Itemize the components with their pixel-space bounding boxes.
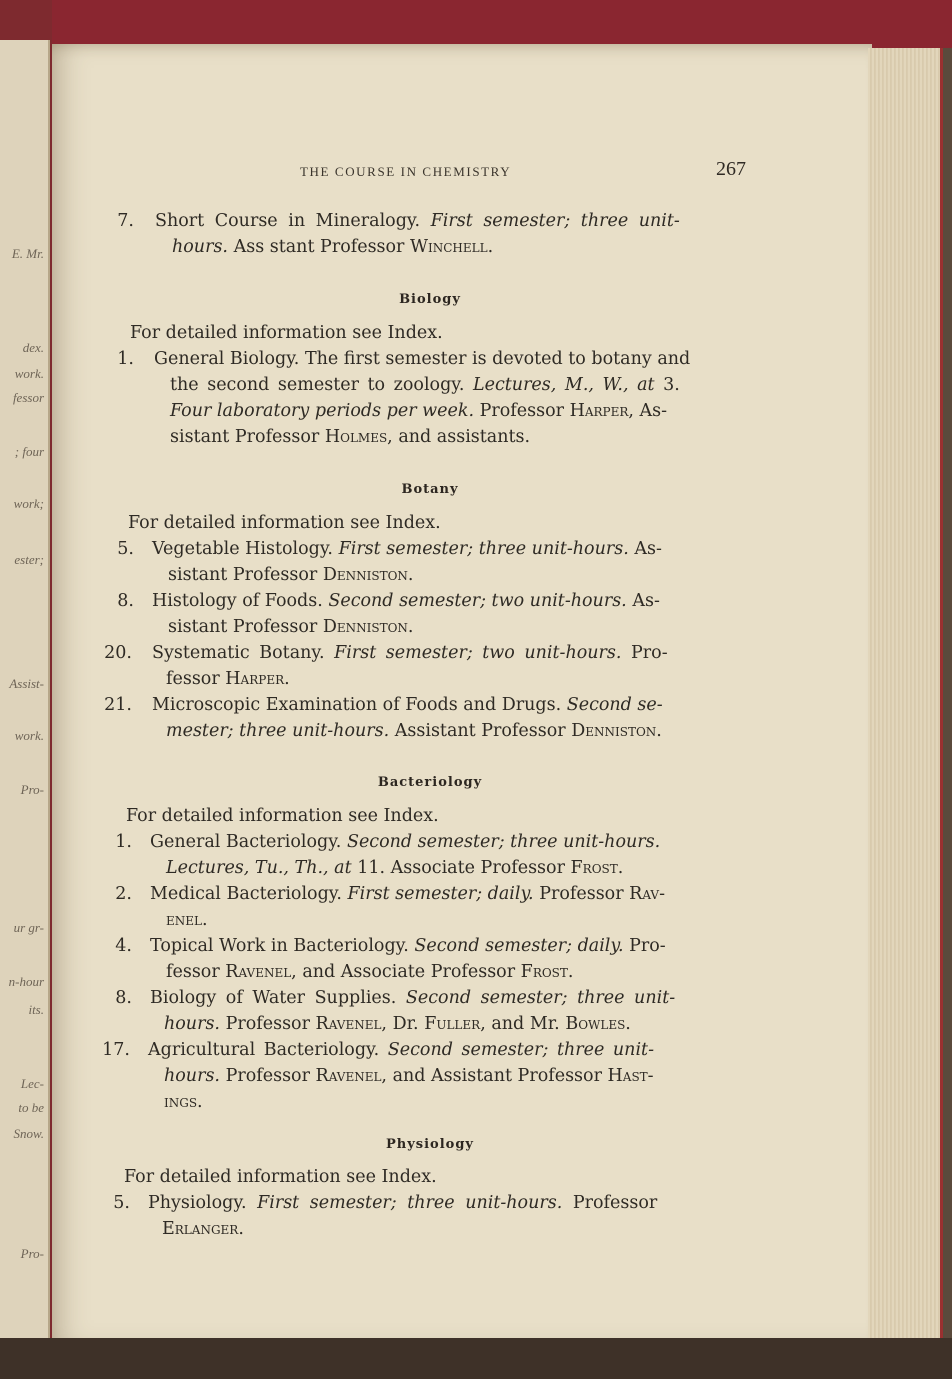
course-number: 8.: [117, 591, 134, 611]
course-title: Topical Work in Bacteriology.: [150, 936, 409, 956]
course-instructor-title: sistant Professor: [168, 617, 318, 637]
prev-page-fragment: n-hour: [8, 974, 44, 989]
course-line: [168, 614, 414, 640]
course-line: [166, 855, 623, 881]
course-schedule: hours.: [164, 1014, 220, 1034]
course-line: [150, 985, 675, 1011]
course-schedule: Lectures, M., W., at: [472, 375, 655, 395]
course-instructor-title: Professor: [539, 884, 624, 904]
course-number: 21.: [104, 695, 132, 715]
course-instructor-title: Assistant Professor: [394, 721, 566, 741]
course-instructor-title: fessor: [166, 669, 220, 689]
course-number: 20.: [104, 643, 132, 663]
course-title: General Biology. The first semester is devoted to botany and: [154, 349, 691, 369]
course-schedule: Second se-: [566, 695, 663, 715]
course-line: [172, 234, 493, 260]
course-instructor: Frost.: [570, 858, 624, 878]
prev-page-fragment: work.: [14, 728, 44, 743]
course-schedule: Second semester; three unit-: [405, 988, 676, 1008]
course-line: [170, 372, 680, 398]
prev-page-fragment: work;: [13, 496, 44, 511]
course-number: 7.: [117, 211, 134, 231]
course-instructor: Rav-: [629, 884, 665, 904]
course-line: [150, 933, 666, 959]
course-instructor: Hast-: [607, 1066, 654, 1086]
prev-page-fragment: Pro-: [20, 782, 44, 797]
course-instructor: Winchell.: [410, 237, 494, 257]
section-intro: For detailed information see Index.: [126, 806, 439, 826]
course-schedule: hours.: [164, 1066, 220, 1086]
course-instructor-title: and Mr.: [491, 1014, 560, 1034]
course-instructor: ings.: [164, 1092, 203, 1112]
course-number: 4.: [115, 936, 132, 956]
course-instructor-title: Dr.: [392, 1014, 419, 1034]
prev-page-fragment: Lec-: [20, 1076, 44, 1091]
prev-page-fragment: its.: [28, 1002, 44, 1017]
course-schedule: First semester; three unit-hours.: [257, 1193, 563, 1213]
course-schedule: Four laboratory periods per week.: [170, 401, 475, 421]
running-header: [0, 158, 952, 182]
course-number: 8.: [115, 988, 132, 1008]
course-number: 17.: [102, 1040, 130, 1060]
section-heading-biology: Biology: [399, 292, 461, 307]
course-line: [166, 718, 662, 744]
course-schedule: First semester; three unit-: [430, 211, 680, 231]
section-heading-botany: Botany: [401, 482, 459, 497]
course-line: [152, 588, 660, 614]
course-line: [150, 881, 665, 907]
prev-page-fragment: E. Mr.: [11, 246, 44, 261]
course-instructor: Ravenel,: [315, 1066, 387, 1086]
course-line: [166, 666, 290, 692]
course-line: [168, 562, 414, 588]
course-line: [170, 424, 530, 450]
course-schedule: First semester; three unit-hours.: [338, 539, 629, 559]
page-number: 267: [716, 158, 746, 180]
course-title: General Bacteriology.: [150, 832, 342, 852]
course-instructor: Denniston.: [322, 565, 414, 585]
course-line: [155, 208, 680, 234]
prev-page-fragment: to be: [18, 1100, 44, 1115]
course-schedule: mester; three unit-hours.: [166, 721, 390, 741]
course-instructor-title: sistant Professor: [168, 565, 318, 585]
course-instructor: Harper,: [569, 401, 634, 421]
course-line: [152, 692, 663, 718]
course-instructor-title: Professor: [225, 1066, 310, 1086]
course-text: Pro-: [631, 643, 668, 663]
course-schedule: hours.: [172, 237, 228, 257]
prev-page-fragment: dex.: [22, 340, 44, 355]
course-title: Short Course in Mineralogy.: [155, 211, 421, 231]
course-line: [154, 346, 690, 372]
course-text: Pro-: [629, 936, 666, 956]
course-schedule: First semester; two unit-hours.: [334, 643, 622, 663]
course-title: Agricultural Bacteriology.: [148, 1040, 380, 1060]
course-title: Physiology.: [148, 1193, 247, 1213]
section-heading-bacteriology: Bacteriology: [377, 775, 483, 790]
course-instructor-title: and Assistant Professor: [392, 1066, 602, 1086]
course-line: [166, 959, 573, 985]
course-instructor-title: Professor: [572, 1193, 658, 1213]
course-schedule: Second semester; daily.: [414, 936, 624, 956]
course-schedule: Second semester; two unit-hours.: [328, 591, 627, 611]
course-instructor: Ravenel,: [225, 962, 297, 982]
course-text: As-: [634, 539, 662, 559]
course-title: Medical Bacteriology.: [150, 884, 342, 904]
course-title: Systematic Botany.: [152, 643, 325, 663]
prev-page-fragment: ester;: [14, 552, 44, 567]
course-instructor: Fuller,: [424, 1014, 486, 1034]
course-line: [152, 536, 662, 562]
course-title: Biology of Water Supplies.: [150, 988, 397, 1008]
course-line: [162, 1216, 244, 1242]
course-schedule: First semester; daily.: [347, 884, 534, 904]
course-line: [152, 640, 668, 666]
course-title: Microscopic Examination of Foods and Drugs.: [152, 695, 562, 715]
course-instructor: Denniston.: [322, 617, 414, 637]
course-instructor-title: fessor: [166, 962, 220, 982]
course-instructor: Holmes,: [324, 427, 393, 447]
course-number: 1.: [117, 349, 134, 369]
course-line: [148, 1037, 654, 1063]
course-line: [166, 907, 208, 933]
prev-page-fragment: Assist-: [9, 676, 44, 691]
course-number: 5.: [117, 539, 134, 559]
course-instructor: Ravenel,: [315, 1014, 387, 1034]
book-binding-top: [0, 0, 952, 48]
course-instructor-title: Professor: [479, 401, 564, 421]
section-heading-physiology: Physiology: [386, 1137, 474, 1152]
course-title: Histology of Foods.: [152, 591, 323, 611]
section-intro: For detailed information see Index.: [130, 323, 443, 343]
course-number: 5.: [113, 1193, 130, 1213]
course-title: Vegetable Histology.: [152, 539, 333, 559]
course-instructor: Harper.: [225, 669, 290, 689]
course-line: [150, 829, 660, 855]
section-intro: For detailed information see Index.: [124, 1167, 437, 1187]
course-line: [170, 398, 667, 424]
course-number: 1.: [115, 832, 132, 852]
prev-page-fragment: Snow.: [13, 1126, 44, 1141]
prev-page-fragment: Pro-: [20, 1246, 44, 1261]
course-line: [164, 1089, 203, 1115]
course-instructor: Bowles.: [565, 1014, 631, 1034]
course-instructor-title: Ass stant Professor: [233, 237, 405, 257]
course-text: As-: [632, 591, 660, 611]
course-number: 2.: [115, 884, 132, 904]
course-text: As-: [639, 401, 668, 421]
prev-page-fragment: work.: [14, 366, 44, 381]
course-text: the second semester to zoology.: [170, 375, 465, 395]
prev-page-fragment: fessor: [12, 390, 44, 405]
course-text: 11.: [357, 858, 386, 878]
course-schedule: Second semester; three unit-hours.: [346, 832, 661, 852]
page-edges: [868, 48, 943, 1344]
course-instructor-title: and Associate Professor: [302, 962, 516, 982]
course-instructor: Frost.: [520, 962, 574, 982]
course-line: [164, 1011, 631, 1037]
prev-page-fragment: ur gr-: [13, 920, 44, 935]
course-instructor: enel.: [166, 910, 208, 930]
course-schedule: Lectures, Tu., Th., at: [166, 858, 352, 878]
course-instructor: Erlanger.: [162, 1219, 244, 1239]
course-line: [164, 1063, 654, 1089]
scan-bottom-band: [0, 1338, 952, 1379]
course-instructor: Denniston.: [571, 721, 662, 741]
running-title: THE COURSE IN CHEMISTRY: [300, 164, 512, 179]
course-instructor-title: Associate Professor: [390, 858, 565, 878]
course-line: [148, 1190, 657, 1216]
section-intro: For detailed information see Index.: [128, 513, 441, 533]
course-text: and assistants.: [398, 427, 531, 447]
course-text: 3.: [663, 375, 680, 395]
course-instructor-title: sistant Professor: [170, 427, 320, 447]
course-schedule: Second semester; three unit-: [387, 1040, 654, 1060]
course-instructor-title: Professor: [225, 1014, 310, 1034]
prev-page-fragment: ; four: [14, 444, 44, 459]
